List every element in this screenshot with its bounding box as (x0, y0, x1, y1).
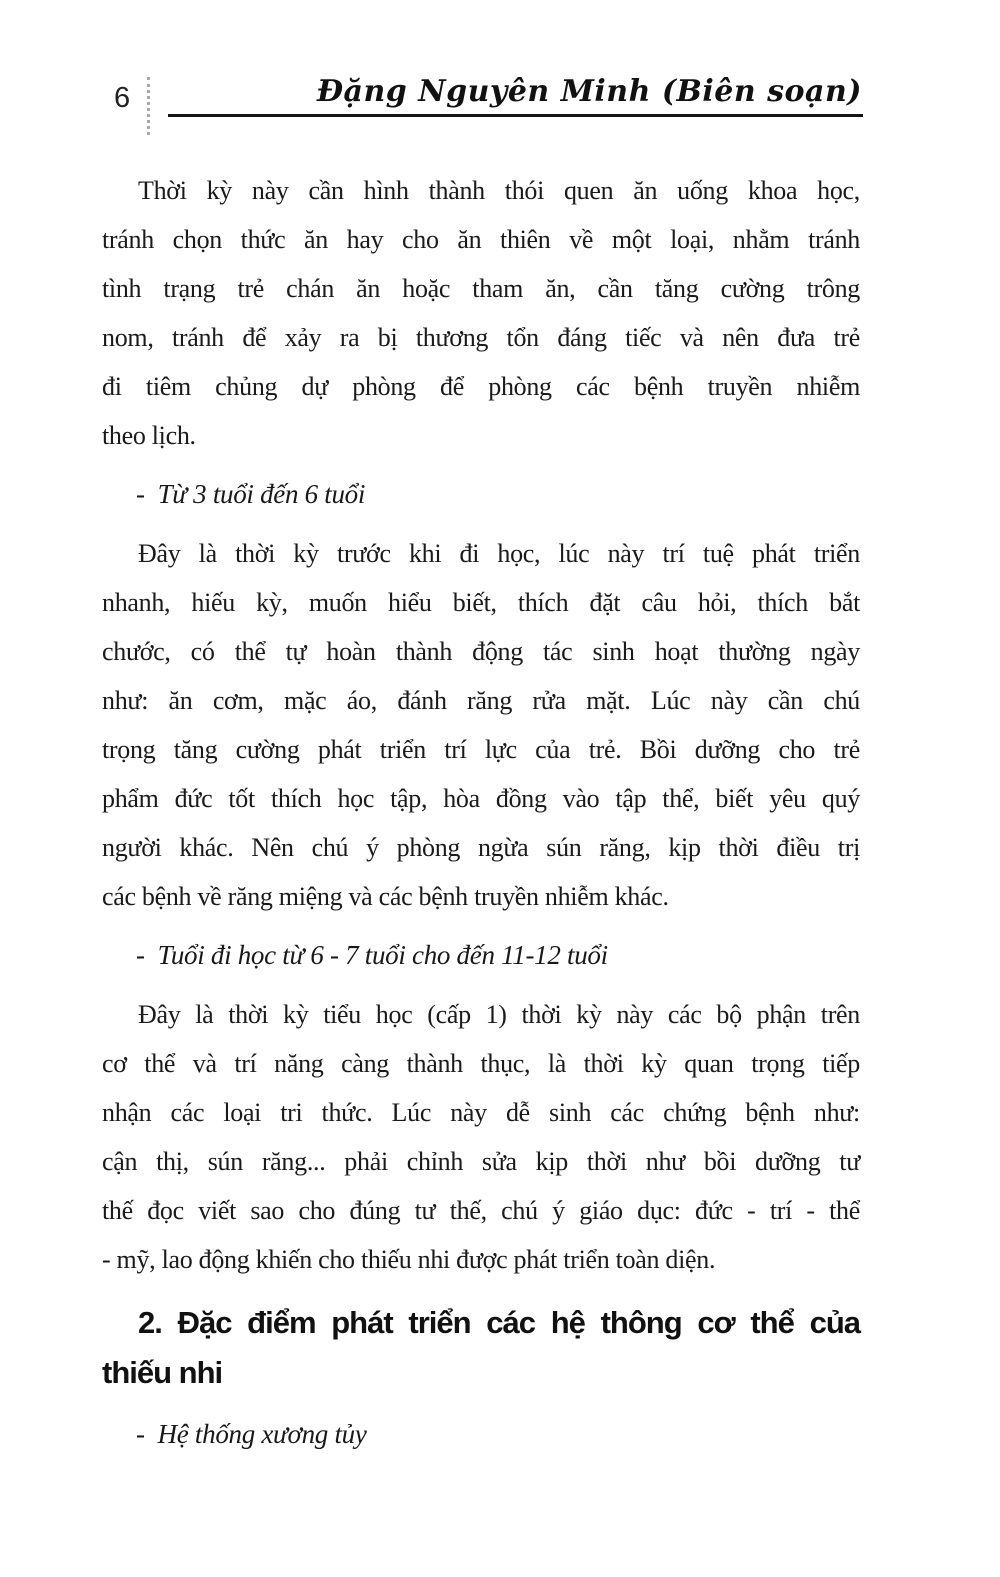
paragraph-line: phẩm đức tốt thích học tập, hòa đồng vào tập thể, biết yêu quý (102, 784, 860, 813)
paragraph-line: đi tiêm chủng dự phòng để phòng các bệnh truyền nhiễm (102, 372, 860, 401)
paragraph-line: như: ăn cơm, mặc áo, đánh răng rửa mặt. Lúc này cần chú (102, 686, 860, 715)
paragraph (102, 529, 860, 921)
page-number: 6 (114, 82, 131, 114)
header-dotted-divider (147, 77, 150, 135)
section-heading-line: 2. Đặc điểm phát triển các hệ thông cơ thể của (138, 1305, 860, 1340)
paragraph-line: - mỹ, lao động khiến cho thiếu nhi được phát triển toàn diện. (102, 1245, 716, 1274)
paragraph-line: Đây là thời kỳ tiểu học (cấp 1) thời kỳ này các bộ phận trên (138, 1000, 860, 1029)
header-author-title: Đặng Nguyên Minh (Biên soạn) (316, 74, 862, 109)
paragraph-line: trọng tăng cường phát triển trí lực của trẻ. Bồi dưỡng cho trẻ (102, 735, 860, 764)
paragraph-line: thế đọc viết sao cho đúng tư thế, chú ý giáo dục: đức - trí - thể (102, 1196, 860, 1225)
paragraph-line: các bệnh về răng miệng và các bệnh truyền nhiễm khác. (102, 882, 669, 911)
paragraph-line: cận thị, sún răng... phải chỉnh sửa kịp thời như bồi dưỡng tư (102, 1147, 860, 1176)
paragraph-line: nhận các loại tri thức. Lúc này dễ sinh các chứng bệnh như: (102, 1098, 860, 1127)
paragraph-line: nhanh, hiếu kỳ, muốn hiểu biết, thích đặt câu hỏi, thích bắt (102, 588, 860, 617)
paragraph (102, 166, 860, 460)
paragraph-line: chước, có thể tự hoàn thành động tác sinh hoạt thường ngày (102, 637, 860, 666)
header-rule (168, 114, 863, 117)
paragraph (102, 990, 860, 1284)
section-heading-line: thiếu nhi (102, 1355, 223, 1390)
paragraph-line: Thời kỳ này cần hình thành thói quen ăn uống khoa học, (138, 176, 860, 205)
paragraph-line: Đây là thời kỳ trước khi đi học, lúc này trí tuệ phát triển (138, 539, 860, 568)
paragraph-line: cơ thể và trí năng càng thành thục, là thời kỳ quan trọng tiếp (102, 1049, 860, 1078)
paragraph-line: nom, tránh để xảy ra bị thương tổn đáng tiếc và nên đưa trẻ (102, 323, 860, 352)
paragraph-line: người khác. Nên chú ý phòng ngừa sún răng, kịp thời điều trị (102, 833, 860, 862)
paragraph-line: theo lịch. (102, 421, 196, 450)
italic-subheading: - Từ 3 tuổi đến 6 tuổi (136, 479, 366, 509)
italic-subheading: - Hệ thống xương tủy (136, 1419, 367, 1449)
paragraph-line: tình trạng trẻ chán ăn hoặc tham ăn, cần tăng cường trông (102, 274, 860, 303)
page-content (102, 166, 860, 1469)
paragraph-line: tránh chọn thức ăn hay cho ăn thiên về một loại, nhằm tránh (102, 225, 860, 254)
section-heading (102, 1298, 860, 1398)
italic-subheading: - Tuổi đi học từ 6 - 7 tuổi cho đến 11-12 tuổi (136, 940, 608, 970)
